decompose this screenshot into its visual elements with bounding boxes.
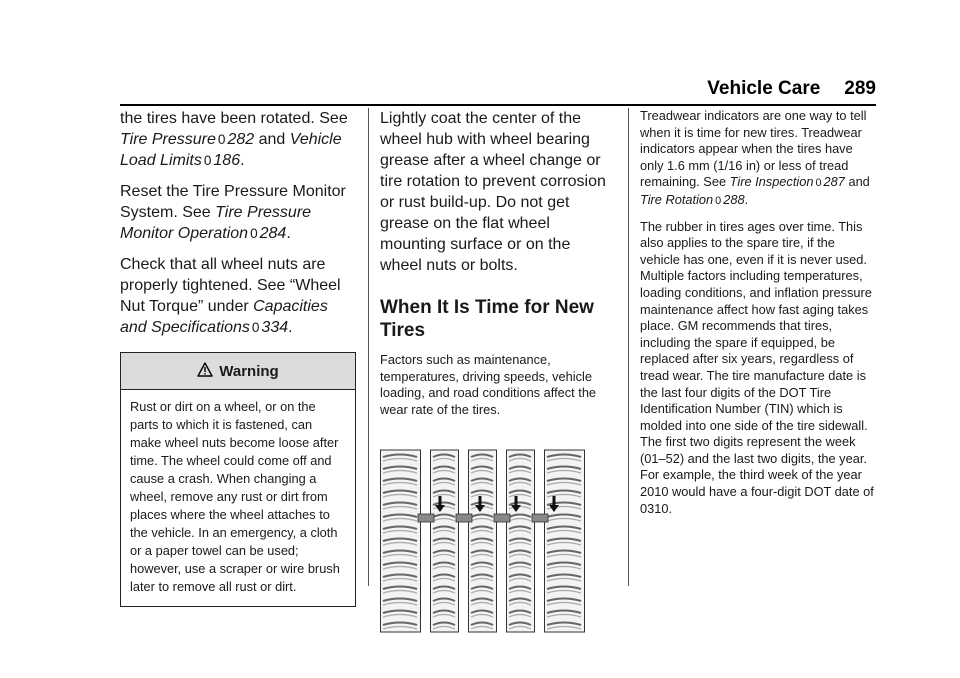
reset-tpms-paragraph bbox=[120, 181, 356, 244]
page-reference-arrow-icon: 0 bbox=[715, 194, 722, 207]
page-number: 289 bbox=[844, 78, 876, 99]
column-1 bbox=[120, 108, 356, 607]
text-run: Reset the Tire Pressure Monitor System. See bbox=[120, 183, 346, 221]
column-divider-2 bbox=[628, 108, 629, 586]
wheel-nuts-paragraph bbox=[120, 254, 356, 338]
cross-reference: 186 bbox=[213, 152, 241, 169]
cross-reference: 334 bbox=[261, 319, 289, 336]
cross-reference: 282 bbox=[227, 131, 255, 148]
text-run: . bbox=[286, 225, 291, 242]
cross-reference: Tire Pressure bbox=[120, 131, 216, 148]
tires-rotated-paragraph bbox=[120, 108, 356, 171]
column-2 bbox=[380, 108, 616, 636]
text-run: and bbox=[844, 174, 870, 190]
warning-title: Warning bbox=[219, 362, 279, 380]
page-reference-arrow-icon: 0 bbox=[251, 320, 260, 335]
cross-reference: 287 bbox=[823, 174, 845, 190]
warning-header bbox=[121, 353, 355, 390]
text-run: . bbox=[240, 152, 245, 169]
section-title: Vehicle Care bbox=[707, 78, 821, 99]
text-run: and bbox=[254, 131, 290, 148]
tire-tread bbox=[381, 450, 585, 632]
warning-box bbox=[120, 352, 356, 607]
tire-aging-paragraph: The rubber in tires ages over time. This also applies to the spare tire, if the vehicle has one, even if it is never used. Multiple factors including temperatures, loading conditions, and inflation pressure maintenance affect how fast aging takes place. GM recommends that tires, including the spare if equipped, be replaced after six years, regardless of tread wear. The tire manufacture date is the last four digits of the DOT Tire Identification Number (TIN) which is molded into one side of the tire sidewall. The first two digits represent the week (01–52) and the last two digits, the year. For example, the third week of the year 2010 would have a four-digit DOT date of 0310. bbox=[640, 218, 874, 516]
page-reference-arrow-icon: 0 bbox=[203, 153, 212, 168]
header-rule bbox=[120, 104, 876, 106]
cross-reference: 288 bbox=[723, 191, 745, 207]
cross-reference: Capacities and Specifications bbox=[120, 298, 328, 336]
column-3 bbox=[640, 108, 876, 517]
cross-reference: Tire Rotation bbox=[640, 191, 714, 207]
section-heading-new-tires: When It Is Time for New Tires bbox=[380, 297, 594, 341]
text-run: Check that all wheel nuts are properly tightened. See “Wheel Nut Torque” under bbox=[120, 256, 341, 315]
wear-factors-paragraph: Factors such as maintenance, temperatures, driving speeds, vehicle loading, and road conditions affect the wear rate of the tires. bbox=[380, 352, 597, 417]
page-reference-arrow-icon: 0 bbox=[250, 226, 258, 241]
page-reference-arrow-icon: 0 bbox=[815, 177, 822, 190]
cross-reference: Vehicle Load Limits bbox=[120, 131, 342, 169]
cross-reference: Tire Inspection bbox=[729, 174, 814, 190]
text-run: the tires have been rotated. See bbox=[120, 110, 348, 127]
page-header bbox=[120, 78, 876, 100]
treadwear-indicators-paragraph bbox=[640, 108, 876, 210]
text-run: . bbox=[288, 319, 293, 336]
cross-reference: 284 bbox=[259, 225, 287, 242]
warning-triangle-icon bbox=[197, 362, 213, 381]
treadwear-indicator-illustration bbox=[380, 448, 616, 636]
column-divider-1 bbox=[368, 108, 369, 586]
page-reference-arrow-icon: 0 bbox=[217, 132, 226, 147]
text-run: Treadwear indicators are one way to tell when it is time for new tires. Treadwear indicators appear when the tires have only 1.6 mm (1/16 in) or less of tread remaining. See bbox=[640, 108, 867, 190]
wheel-hub-grease-paragraph: Lightly coat the center of the wheel hub with wheel bearing grease after a wheel change or tire rotation to prevent corrosion or rust build-up. Do not get grease on the flat wheel mounting surface or on the wheel nuts or bolts. bbox=[380, 110, 606, 274]
cross-reference: Tire Pressure Monitor Operation bbox=[120, 204, 312, 242]
text-run: . bbox=[744, 191, 749, 207]
warning-text: Rust or dirt on a wheel, or on the parts to which it is fastened, can make wheel nuts become loose after time. The wheel could come off and cause a crash. When changing a wheel, remove any rust or dirt from places where the wheel attaches to the vehicle. In an emergency, a cloth or a paper towel can be used; however, use a scraper or wire brush later to remove all rust or dirt. bbox=[130, 399, 340, 594]
